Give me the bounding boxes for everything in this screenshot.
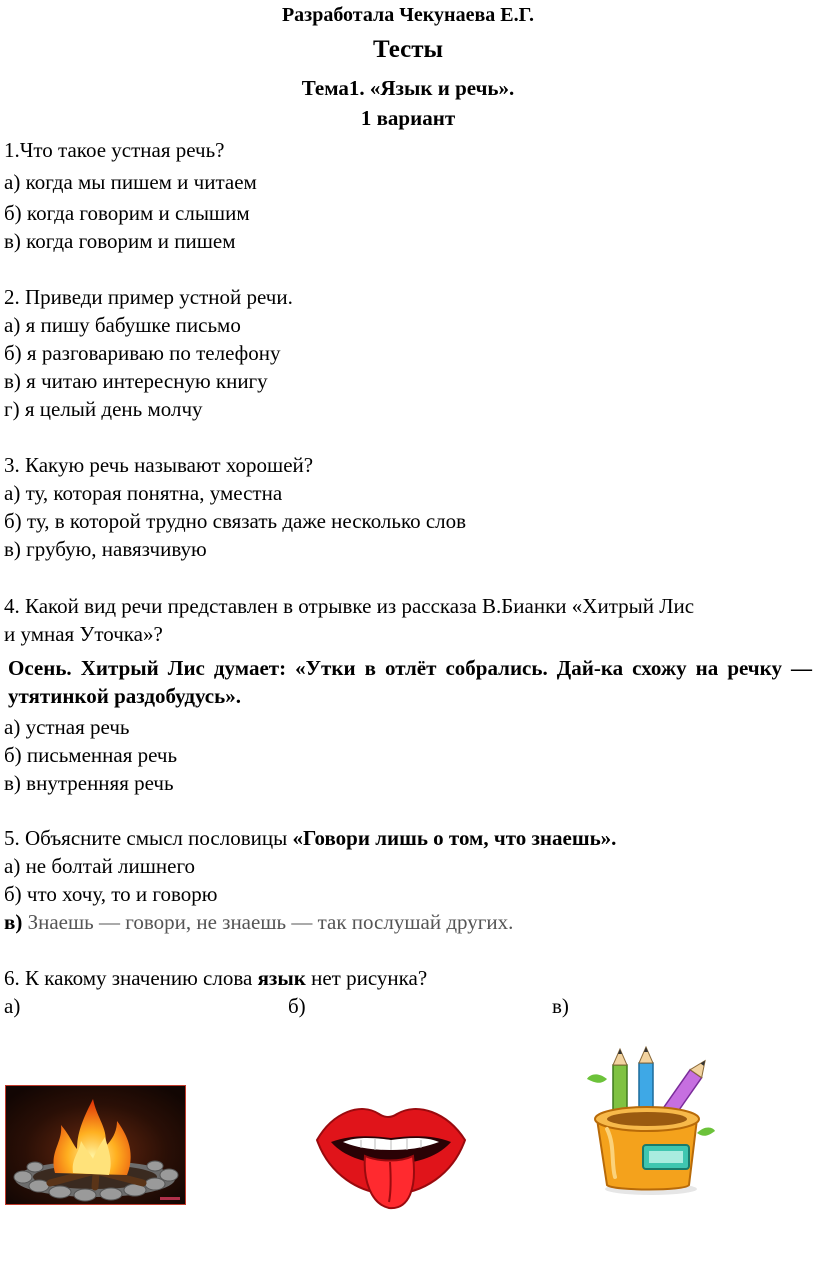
- proverb: «Говори лишь о том, что знаешь».: [292, 826, 617, 850]
- lips-tongue-image: [313, 1100, 469, 1212]
- q4-option-b: б) письменная речь: [4, 743, 178, 767]
- page-title: Тесты: [372, 36, 444, 63]
- q5-option-c: [4, 910, 513, 935]
- question-6: [4, 966, 427, 991]
- picture-label-a: а): [4, 994, 21, 1018]
- q5-option-b: б) что хочу, то и говорю: [4, 882, 218, 906]
- q3-option-a: а) ту, которая понятна, уместна: [4, 481, 283, 505]
- author-line: Разработала Чекунаева Е.Г.: [281, 4, 535, 26]
- q1-option-b: б) когда говорим и слышим: [4, 201, 250, 225]
- keyword: язык: [257, 966, 306, 990]
- question-4-line-1: 4. Какой вид речи представлен в отрывке из рассказа В.Бианки «Хитрый Лис: [4, 594, 695, 618]
- variant-heading: 1 вариант: [360, 106, 456, 130]
- question-6-prefix: 6. К какому значению слова: [4, 966, 258, 990]
- question-1: 1.Что такое устная речь?: [4, 138, 225, 162]
- picture-label-b: б): [288, 994, 306, 1018]
- q5-option-c-text: Знаешь — говори, не знаешь — так послушай других.: [22, 910, 514, 934]
- q2-option-d: г) я целый день молчу: [4, 397, 203, 421]
- question-4-line-2: и умная Уточка»?: [4, 622, 163, 646]
- q3-option-b: б) ту, в которой трудно связать даже несколько слов: [4, 509, 467, 533]
- topic-heading: Тема1. «Язык и речь».: [301, 76, 515, 100]
- q2-option-c: в) я читаю интересную книгу: [4, 369, 268, 393]
- q1-option-c: в) когда говорим и пишем: [4, 229, 236, 253]
- q4-option-c: в) внутренняя речь: [4, 771, 174, 795]
- question-3: 3. Какую речь называют хорошей?: [4, 453, 314, 477]
- q3-option-c: в) грубую, навязчивую: [4, 537, 207, 561]
- question-5-prefix: 5. Объясните смысл пословицы: [4, 826, 293, 850]
- q5-option-c-label: в): [4, 910, 23, 934]
- question-6-suffix: нет рисунка?: [305, 966, 428, 990]
- pencil-cup-image: [585, 1045, 717, 1197]
- q4-option-a: а) устная речь: [4, 715, 130, 739]
- question-5: [4, 826, 616, 851]
- question-2: 2. Приведи пример устной речи.: [4, 285, 293, 309]
- picture-label-c: в): [552, 994, 569, 1018]
- q2-option-a: а) я пишу бабушке письмо: [4, 313, 241, 337]
- q2-option-b: б) я разговариваю по телефону: [4, 341, 281, 365]
- campfire-image: [5, 1085, 186, 1205]
- q1-option-a: а) когда мы пишем и читаем: [4, 170, 257, 194]
- story-excerpt: Осень. Хитрый Лис думает: «Утки в отлёт собрались. Дай-ка схожу на речку — утятинкой раздобудусь».: [8, 656, 812, 708]
- q5-option-a: а) не болтай лишнего: [4, 854, 196, 878]
